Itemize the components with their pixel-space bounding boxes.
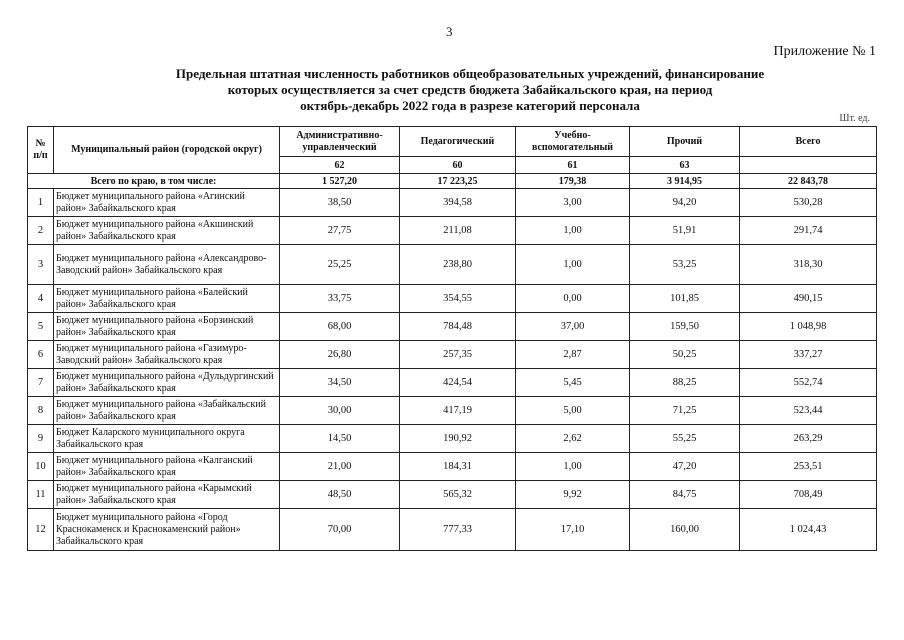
row-number: 10 bbox=[28, 453, 54, 481]
row-number: 11 bbox=[28, 481, 54, 509]
header-district: Муниципальный район (городской округ) bbox=[54, 127, 280, 174]
row-support-value: 9,92 bbox=[516, 481, 630, 509]
row-other-value: 53,25 bbox=[630, 245, 740, 285]
table-row bbox=[28, 481, 877, 509]
row-district-name: Бюджет муниципального района «Александрово-Заводский район» Забайкальского края bbox=[54, 245, 280, 285]
row-other-value: 160,00 bbox=[630, 509, 740, 551]
row-support-value: 1,00 bbox=[516, 245, 630, 285]
row-teach-value: 417,19 bbox=[400, 397, 516, 425]
row-support-value: 1,00 bbox=[516, 453, 630, 481]
row-teach-value: 784,48 bbox=[400, 313, 516, 341]
row-total-value: 490,15 bbox=[740, 285, 877, 313]
row-other-value: 159,50 bbox=[630, 313, 740, 341]
page-number: 3 bbox=[446, 24, 453, 39]
row-district-name: Бюджет муниципального района «Забайкальский район» Забайкальского края bbox=[54, 397, 280, 425]
total-admin: 1 527,20 bbox=[280, 174, 400, 189]
row-total-value: 337,27 bbox=[740, 341, 877, 369]
row-support-value: 3,00 bbox=[516, 189, 630, 217]
appendix-label: Приложение № 1 bbox=[773, 44, 876, 59]
row-total-value: 291,74 bbox=[740, 217, 877, 245]
title-line-3: октябрь-декабрь 2022 года в разрезе категорий персонала bbox=[300, 98, 640, 113]
row-district-name: Бюджет муниципального района «Балейский район» Забайкальского края bbox=[54, 285, 280, 313]
table-row bbox=[28, 217, 877, 245]
row-admin-value: 27,75 bbox=[280, 217, 400, 245]
header-other: Прочий bbox=[630, 127, 740, 157]
row-other-value: 55,25 bbox=[630, 425, 740, 453]
header-total: Всего bbox=[740, 127, 877, 157]
row-district-name: Бюджет муниципального района «Газимуро-Заводский район» Забайкальского края bbox=[54, 341, 280, 369]
row-admin-value: 68,00 bbox=[280, 313, 400, 341]
row-teach-value: 777,33 bbox=[400, 509, 516, 551]
row-number: 12 bbox=[28, 509, 54, 551]
row-admin-value: 21,00 bbox=[280, 453, 400, 481]
row-other-value: 50,25 bbox=[630, 341, 740, 369]
row-number: 9 bbox=[28, 425, 54, 453]
row-other-value: 88,25 bbox=[630, 369, 740, 397]
row-teach-value: 257,35 bbox=[400, 341, 516, 369]
row-admin-value: 48,50 bbox=[280, 481, 400, 509]
row-number: 8 bbox=[28, 397, 54, 425]
row-number: 2 bbox=[28, 217, 54, 245]
row-other-value: 94,20 bbox=[630, 189, 740, 217]
row-total-value: 263,29 bbox=[740, 425, 877, 453]
row-total-value: 530,28 bbox=[740, 189, 877, 217]
table-row bbox=[28, 189, 877, 217]
row-support-value: 37,00 bbox=[516, 313, 630, 341]
row-teach-value: 190,92 bbox=[400, 425, 516, 453]
row-total-value: 708,49 bbox=[740, 481, 877, 509]
row-teach-value: 211,08 bbox=[400, 217, 516, 245]
row-admin-value: 26,80 bbox=[280, 341, 400, 369]
code-support: 61 bbox=[516, 157, 630, 174]
title-line-1: Предельная штатная численность работников общеобразовательных учреждений, финансирование bbox=[175, 66, 765, 81]
row-admin-value: 14,50 bbox=[280, 425, 400, 453]
code-total bbox=[740, 157, 877, 174]
row-district-name: Бюджет муниципального района «Дульдургинский район» Забайкальского края bbox=[54, 369, 280, 397]
row-admin-value: 30,00 bbox=[280, 397, 400, 425]
row-district-name: Бюджет муниципального района «Карымский район» Забайкальского края bbox=[54, 481, 280, 509]
row-support-value: 2,87 bbox=[516, 341, 630, 369]
row-total-value: 1 048,98 bbox=[740, 313, 877, 341]
total-other: 3 914,95 bbox=[630, 174, 740, 189]
row-teach-value: 565,32 bbox=[400, 481, 516, 509]
row-district-name: Бюджет муниципального района «Калганский район» Забайкальского края bbox=[54, 453, 280, 481]
total-support: 179,38 bbox=[516, 174, 630, 189]
header-row bbox=[28, 127, 877, 157]
row-number: 3 bbox=[28, 245, 54, 285]
code-other: 63 bbox=[630, 157, 740, 174]
row-admin-value: 34,50 bbox=[280, 369, 400, 397]
row-district-name: Бюджет муниципального района «Агинский район» Забайкальского края bbox=[54, 189, 280, 217]
header-support: Учебно-вспомогательный bbox=[516, 127, 630, 157]
row-admin-value: 38,50 bbox=[280, 189, 400, 217]
total-label: Всего по краю, в том числе: bbox=[28, 174, 280, 189]
document-title bbox=[120, 66, 820, 114]
table-row bbox=[28, 397, 877, 425]
row-support-value: 5,45 bbox=[516, 369, 630, 397]
row-district-name: Бюджет муниципального района «Борзинский район» Забайкальского края bbox=[54, 313, 280, 341]
row-total-value: 552,74 bbox=[740, 369, 877, 397]
row-teach-value: 238,80 bbox=[400, 245, 516, 285]
row-total-value: 1 024,43 bbox=[740, 509, 877, 551]
header-num: № п/п bbox=[28, 127, 54, 174]
row-number: 5 bbox=[28, 313, 54, 341]
staff-table bbox=[27, 126, 877, 551]
row-district-name: Бюджет Каларского муниципального округа Забайкальского края bbox=[54, 425, 280, 453]
code-teach: 60 bbox=[400, 157, 516, 174]
row-other-value: 84,75 bbox=[630, 481, 740, 509]
total-total: 22 843,78 bbox=[740, 174, 877, 189]
table-row bbox=[28, 369, 877, 397]
table-row bbox=[28, 453, 877, 481]
table-row bbox=[28, 341, 877, 369]
row-support-value: 17,10 bbox=[516, 509, 630, 551]
row-district-name: Бюджет муниципального района «Акшинский район» Забайкальского края bbox=[54, 217, 280, 245]
row-admin-value: 25,25 bbox=[280, 245, 400, 285]
table-row bbox=[28, 313, 877, 341]
row-admin-value: 33,75 bbox=[280, 285, 400, 313]
row-district-name: Бюджет муниципального района «Город Краснокаменск и Краснокаменский район» Забайкальского края bbox=[54, 509, 280, 551]
title-line-2: которых осуществляется за счет средств бюджета Забайкальского края, на период bbox=[227, 82, 713, 97]
row-teach-value: 424,54 bbox=[400, 369, 516, 397]
row-teach-value: 184,31 bbox=[400, 453, 516, 481]
table-row bbox=[28, 425, 877, 453]
row-other-value: 47,20 bbox=[630, 453, 740, 481]
row-other-value: 51,91 bbox=[630, 217, 740, 245]
row-total-value: 318,30 bbox=[740, 245, 877, 285]
total-teach: 17 223,25 bbox=[400, 174, 516, 189]
row-support-value: 2,62 bbox=[516, 425, 630, 453]
row-number: 4 bbox=[28, 285, 54, 313]
row-total-value: 523,44 bbox=[740, 397, 877, 425]
row-other-value: 71,25 bbox=[630, 397, 740, 425]
row-other-value: 101,85 bbox=[630, 285, 740, 313]
row-total-value: 253,51 bbox=[740, 453, 877, 481]
row-teach-value: 394,58 bbox=[400, 189, 516, 217]
row-support-value: 0,00 bbox=[516, 285, 630, 313]
row-teach-value: 354,55 bbox=[400, 285, 516, 313]
header-admin: Административно-управленческий bbox=[280, 127, 400, 157]
row-number: 6 bbox=[28, 341, 54, 369]
units-label: Шт. ед. bbox=[839, 113, 870, 124]
row-admin-value: 70,00 bbox=[280, 509, 400, 551]
total-row bbox=[28, 174, 877, 189]
header-teach: Педагогический bbox=[400, 127, 516, 157]
code-admin: 62 bbox=[280, 157, 400, 174]
row-support-value: 1,00 bbox=[516, 217, 630, 245]
table-row bbox=[28, 285, 877, 313]
table-row bbox=[28, 509, 877, 551]
row-number: 1 bbox=[28, 189, 54, 217]
row-support-value: 5,00 bbox=[516, 397, 630, 425]
row-number: 7 bbox=[28, 369, 54, 397]
table-row bbox=[28, 245, 877, 285]
